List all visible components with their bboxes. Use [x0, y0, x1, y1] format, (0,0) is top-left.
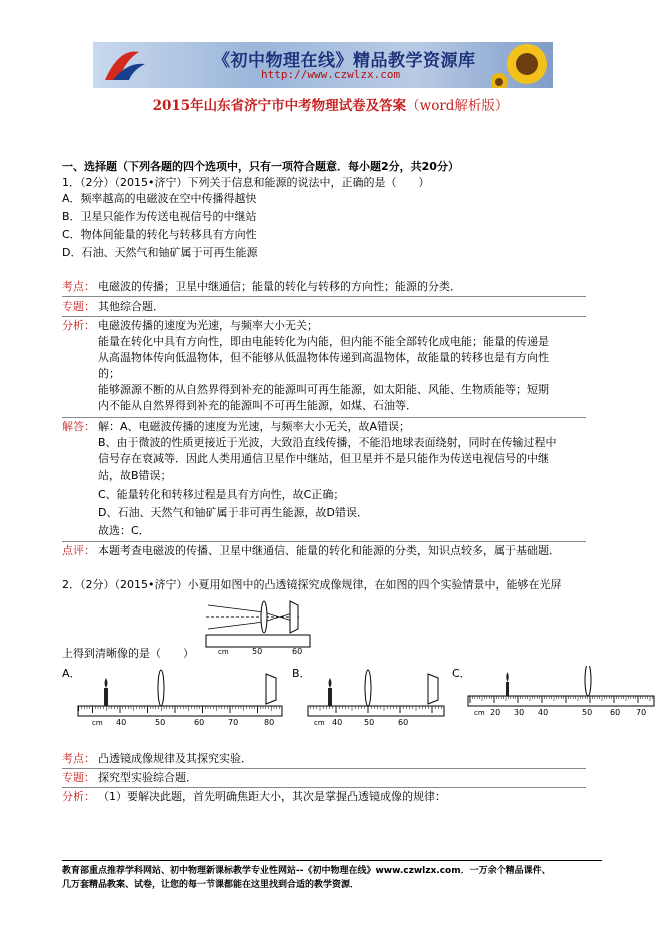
document-title-sub: （word解析版） [406, 98, 509, 114]
banner-url[interactable]: http://www.czwlzx.com [261, 68, 401, 81]
q1-fenxi-label: 分析： [62, 319, 95, 332]
q1-fenxi-line: 电磁波传播的速度为光速，与频率大小无关； [98, 319, 318, 332]
q1-jieda-line: 解：A、电磁波传播的速度为光速，与频率大小无关，故A错误； [98, 420, 411, 433]
banner-title: 《初中物理在线》精品教学资源库 [213, 51, 476, 71]
q2-main-tick-label: 50 [252, 647, 263, 656]
q1-dianping-label: 点评： [62, 544, 95, 557]
q1-jieda-line: C、能量转化和转移过程是具有方向性，故C正确； [98, 488, 345, 501]
q1-option-c: C．物体间能量的转化与转移具有方向性 [62, 228, 257, 241]
q2-a-tick-label: 50 [155, 718, 166, 727]
q2-b-tick-label: 60 [398, 718, 409, 727]
q2-a-tick-label: 80 [264, 718, 275, 727]
flame-icon [105, 678, 108, 688]
q2-a-tick-label: cm [92, 719, 103, 727]
header-banner [93, 42, 553, 88]
q2-main-tick-label: 60 [292, 647, 303, 656]
q1-fenxi-line: 能够源源不断的从自然界得到补充的能源叫可再生能源，如太阳能、风能、生物质能等；短期 [98, 383, 549, 396]
footer-line1: 教育部重点推荐学科网站、初中物理新课标教学专业性网站--《初中物理在线》www.czwlzx.com．一万余个精品课件、 [62, 866, 551, 876]
divider [62, 541, 586, 542]
lens-icon [158, 670, 164, 706]
q1-fenxi-line: 能量在转化中具有方向性，即由电能转化为内能，但内能不能全部转化成电能；能量的传递是 [98, 335, 549, 348]
q2-stem-line2: 上得到清晰像的是（ ） [62, 647, 194, 660]
divider [62, 316, 586, 317]
q1-kaodian-text: 电磁波的传播；卫星中继通信；能量的转化与转移的方向性；能源的分类． [98, 280, 461, 293]
q1-jieda-line: 信号存在衰减等．因此人类用通信卫星作中继站，但卫星并不是只能作为传送电视信号的中继 [98, 452, 549, 465]
section-heading: 一、选择题（下列各题的四个选项中，只有一项符合题意．每小题2分，共20分） [62, 160, 459, 173]
q1-jieda-line: D、石油、天然气和铀矿属于非可再生能源，故D错误． [98, 506, 368, 519]
q1-fenxi-line: 的； [98, 367, 120, 380]
q2-b-tick-label: 50 [364, 718, 375, 727]
q1-zhuanti-label: 专题： [62, 300, 95, 313]
q1-jieda-line: 站，故B错误； [98, 469, 172, 482]
q2-c-tick-label: 60 [610, 708, 621, 717]
q2-option-c-label: C． [452, 667, 471, 680]
q2-fenxi-text: （1）要解决此题，首先明确焦距大小，其次是掌握凸透镜成像的规律： [98, 790, 446, 803]
flame-icon [329, 678, 332, 688]
divider [62, 787, 586, 788]
q2-zhuanti-label: 专题： [62, 771, 95, 784]
q1-dianping-text: 本题考查电磁波的传播、卫星中继通信、能量的转化和能源的分类，知识点较多，属于基础题． [98, 544, 560, 557]
flame-icon [506, 672, 509, 682]
q2-c-tick-label: 50 [582, 708, 593, 717]
q1-option-d: D．石油、天然气和铀矿属于可再生能源 [62, 246, 258, 259]
q2-c-tick-label: cm [474, 709, 485, 717]
document-title [0, 94, 661, 114]
lens-icon [585, 666, 591, 696]
q1-jieda-label: 解答： [62, 420, 95, 433]
q2-a-tick-label: 60 [194, 718, 205, 727]
q1-jieda-line: 故选：C． [98, 524, 150, 537]
footer-divider [62, 860, 602, 861]
q2-stem-line1: 2．（2分）（2015•济宁）小夏用如图中的凸透镜探究成像规律，在如图的四个实验情景中，能够在光屏 [62, 578, 562, 591]
q2-option-b-figure [306, 666, 448, 728]
screen-icon [428, 674, 438, 704]
q1-zhuanti-text: 其他综合题． [98, 300, 164, 313]
q2-a-tick-label: 40 [116, 718, 127, 727]
sunflower-icon [491, 42, 553, 88]
divider [62, 768, 586, 769]
q2-c-tick-label: 20 [490, 708, 501, 717]
divider [62, 417, 586, 418]
q2-kaodian-label: 考点： [62, 752, 95, 765]
candle-icon [328, 688, 332, 706]
q2-main-figure [204, 595, 314, 657]
q2-kaodian-text: 凸透镜成像规律及其探究实验． [98, 752, 252, 765]
candle-icon [506, 682, 509, 696]
screen-icon [266, 674, 276, 704]
q2-c-tick-label: 30 [514, 708, 525, 717]
divider [62, 296, 586, 297]
q2-option-a-label: A． [62, 667, 81, 680]
q2-option-a-figure [76, 666, 286, 728]
lens-icon [365, 670, 371, 706]
q2-zhuanti-text: 探究型实验综合题． [98, 771, 197, 784]
q2-c-tick-label: 40 [538, 708, 549, 717]
q2-a-tick-label: 70 [228, 718, 239, 727]
footer-line2: 几万套精品教案、试卷，让您的每一节课都能在这里找到合适的教学资源． [62, 880, 360, 890]
site-logo-icon [99, 46, 147, 84]
q1-stem: 1．（2分）（2015•济宁）下列关于信息和能源的说法中，正确的是（ ） [62, 176, 430, 189]
q2-fenxi-label: 分析： [62, 790, 95, 803]
q1-kaodian-label: 考点： [62, 280, 95, 293]
q2-option-b-label: B． [292, 667, 311, 680]
q2-b-tick-label: 40 [332, 718, 343, 727]
q2-main-tick-label: cm [218, 648, 229, 656]
q2-c-tick-label: 70 [636, 708, 647, 717]
q2-b-tick-label: cm [314, 719, 325, 727]
q1-fenxi-line: 从高温物体传向低温物体，但不能够从低温物体传递到高温物体，故能量的转移也是有方向性 [98, 351, 549, 364]
q2-option-c-figure [466, 666, 658, 728]
q1-option-a: A．频率越高的电磁波在空中传播得越快 [62, 192, 257, 205]
q1-jieda-line: B、由于微波的性质更接近于光波，大致沿直线传播，不能沿地球表面绕射，同时在传输过程中 [98, 436, 557, 449]
q1-fenxi-line: 内不能从自然界得到补充的能源叫不可再生能源，如煤、石油等． [98, 399, 417, 412]
document-title-main: 2015年山东省济宁市中考物理试卷及答案 [152, 98, 407, 114]
candle-icon [104, 688, 108, 706]
q1-option-b: B．卫星只能作为传送电视信号的中继站 [62, 210, 257, 223]
